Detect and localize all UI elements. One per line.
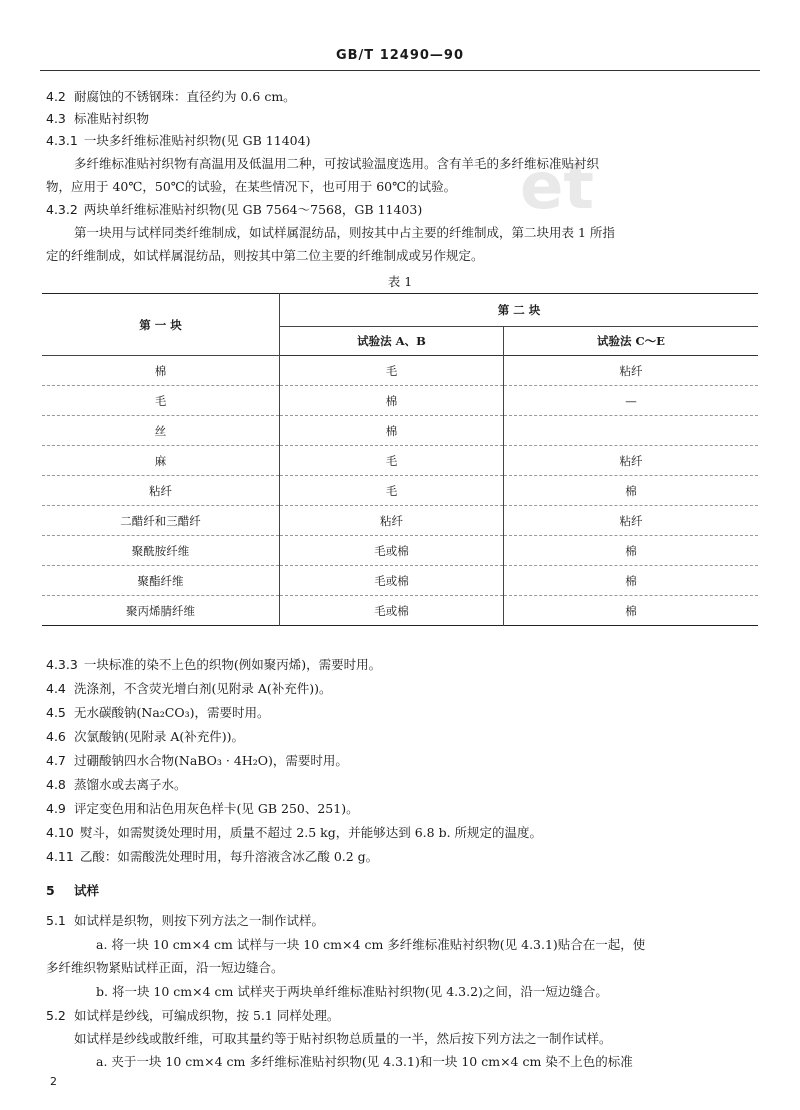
table-row [42, 476, 758, 506]
item-4-3-1 [46, 132, 760, 150]
item-number: 4.7 [46, 753, 66, 768]
item-4-10 [46, 824, 760, 842]
item-text: 无水碳酸钠(Na₂CO₃)，需要时用。 [74, 705, 270, 720]
table-cell: 粘纤 [619, 513, 643, 528]
item-text: 标准贴衬织物 [74, 111, 150, 126]
table-cell: 毛 [280, 476, 504, 506]
item-text: 蒸馏水或去离子水。 [74, 777, 187, 792]
item-number: 4.4 [46, 681, 66, 696]
item-4-6 [46, 728, 760, 746]
item-number: 4.3.2 [46, 202, 78, 217]
table-caption: 表 1 [387, 274, 413, 289]
item-5-2 [46, 1007, 760, 1025]
item-text: 一块标准的染不上色的织物(例如聚丙烯)，需要时用。 [83, 657, 382, 672]
table-cell: 毛或棉 [280, 566, 504, 596]
table-row [42, 446, 758, 476]
item-4-8 [46, 776, 760, 794]
fiber-table [42, 293, 758, 626]
item-number: 4.10 [46, 825, 74, 840]
item-5-1-a-line2: 多纤维织物紧贴试样正面，沿一短边缝合。 [46, 960, 284, 975]
table-cell: 棉 [280, 416, 504, 446]
table-row [42, 566, 758, 596]
para-4-3-1-line1: 多纤维标准贴衬织物有高温用及低温用二种，可按试验温度选用。含有羊毛的多纤维标准贴衬织 [74, 156, 600, 171]
item-text: 如试样是纱线，可编成织物，按 5.1 同样处理。 [74, 1008, 340, 1023]
table-cell: 棉 [625, 573, 637, 588]
table-row [42, 596, 758, 626]
item-4-11 [46, 848, 760, 866]
para-4-3-2-line2: 定的纤维制成，如试样属混纺品，则按其中第二位主要的纤维制成或另作规定。 [46, 248, 484, 263]
section-5-heading [46, 882, 760, 900]
table-cell: 丝 [42, 416, 280, 446]
table-cell: — [625, 393, 637, 408]
item-text: 洗涤剂，不含荧光增白剂(见附录 A(补充件))。 [74, 681, 332, 696]
table-cell: 棉 [280, 386, 504, 416]
table-cell: 毛 [280, 356, 504, 386]
item-text: 熨斗，如需熨烫处理时用，质量不超过 2.5 kg，并能够达到 6.8 b. 所规定的温度。 [79, 825, 543, 840]
item-text: 评定变色用和沾色用灰色样卡(见 GB 250、251)。 [74, 801, 359, 816]
item-number: 4.2 [46, 89, 66, 104]
watermark: et [520, 150, 594, 224]
table-cell: 毛 [280, 446, 504, 476]
table-cell: 粘纤 [619, 453, 643, 468]
table-row [42, 506, 758, 536]
item-number: 4.3.1 [46, 133, 78, 148]
item-number: 4.8 [46, 777, 66, 792]
table-cell: 棉 [42, 356, 280, 386]
item-text: 乙酸：如需酸洗处理时用，每升溶液含冰乙酸 0.2 g。 [79, 849, 379, 864]
table-cell: 聚酯纤维 [42, 566, 280, 596]
table-cell: 粘纤 [619, 363, 643, 378]
page-number: 2 [50, 1075, 57, 1088]
section-title: 试样 [74, 883, 100, 898]
table-cell: 棉 [625, 603, 637, 618]
table-row [42, 416, 758, 446]
col-header-first: 第 一 块 [42, 294, 280, 356]
item-text: 如试样是织物，则按下列方法之一制作试样。 [74, 913, 325, 928]
table-cell: 麻 [42, 446, 280, 476]
table-cell: 毛 [42, 386, 280, 416]
item-5-1-b: b. 将一块 10 cm×4 cm 试样夹于两块单纤维标准贴衬织物(见 4.3.2)之间，沿一短边缝合。 [96, 984, 608, 999]
table-cell: 棉 [625, 543, 637, 558]
item-4-2 [46, 88, 760, 106]
item-5-1 [46, 912, 760, 930]
item-4-3 [46, 110, 760, 128]
section-number: 5 [46, 883, 55, 898]
item-4-7 [46, 752, 760, 770]
item-number: 4.5 [46, 705, 66, 720]
subheader-method-ce: 试验法 C～E [597, 334, 665, 348]
table-cell: 粘纤 [42, 476, 280, 506]
item-text: 耐腐蚀的不锈钢珠：直径约为 0.6 cm。 [74, 89, 296, 104]
item-text: 过硼酸钠四水合物(NaBO₃ · 4H₂O)，需要时用。 [74, 753, 348, 768]
table-row [42, 536, 758, 566]
item-4-3-3 [46, 656, 760, 674]
table-cell: 二醋纤和三醋纤 [42, 506, 280, 536]
item-number: 5.2 [46, 1008, 66, 1023]
item-number: 4.3 [46, 111, 66, 126]
item-text: 次氯酸钠(见附录 A(补充件))。 [74, 729, 245, 744]
para-4-3-1-line2: 物，应用于 40℃，50℃的试验，在某些情况下，也可用于 60℃的试验。 [46, 179, 457, 194]
table-cell: 毛或棉 [280, 596, 504, 626]
table-row [42, 386, 758, 416]
item-5-2-para: 如试样是纱线或散纤维，可取其量约等于贴衬织物总质量的一半，然后按下列方法之一制作试样。 [74, 1031, 612, 1046]
item-number: 4.11 [46, 849, 74, 864]
table-row [42, 356, 758, 386]
subheader-method-ab: 试验法 A、B [280, 327, 504, 356]
col-header-second: 第 二 块 [280, 294, 759, 327]
item-4-9 [46, 800, 760, 818]
table-cell [504, 416, 759, 446]
item-text: 一块多纤维标准贴衬织物(见 GB 11404) [83, 133, 311, 148]
item-4-3-2 [46, 201, 760, 219]
item-number: 4.6 [46, 729, 66, 744]
item-5-1-a-line1: a. 将一块 10 cm×4 cm 试样与一块 10 cm×4 cm 多纤维标准贴衬织物(见 4.3.1)贴合在一起，使 [96, 937, 646, 952]
table-cell: 聚酰胺纤维 [42, 536, 280, 566]
item-number: 4.9 [46, 801, 66, 816]
item-4-5 [46, 704, 760, 722]
item-text: 两块单纤维标准贴衬织物(见 GB 7564～7568，GB 11403) [83, 202, 423, 217]
page-header: GB/T 12490—90 [335, 48, 465, 63]
table-cell: 粘纤 [280, 506, 504, 536]
item-number: 4.3.3 [46, 657, 78, 672]
header-rule [40, 70, 760, 71]
item-4-4 [46, 680, 760, 698]
table-cell: 棉 [625, 483, 637, 498]
para-4-3-2-line1: 第一块用与试样同类纤维制成，如试样属混纺品，则按其中占主要的纤维制成，第二块用表 1 所指 [74, 225, 615, 240]
table-cell: 聚丙烯腈纤维 [42, 596, 280, 626]
table-cell: 毛或棉 [280, 536, 504, 566]
item-number: 5.1 [46, 913, 66, 928]
item-5-2-a: a. 夹于一块 10 cm×4 cm 多纤维标准贴衬织物(见 4.3.1)和一块 10 cm×4 cm 染不上色的标准 [96, 1054, 633, 1069]
